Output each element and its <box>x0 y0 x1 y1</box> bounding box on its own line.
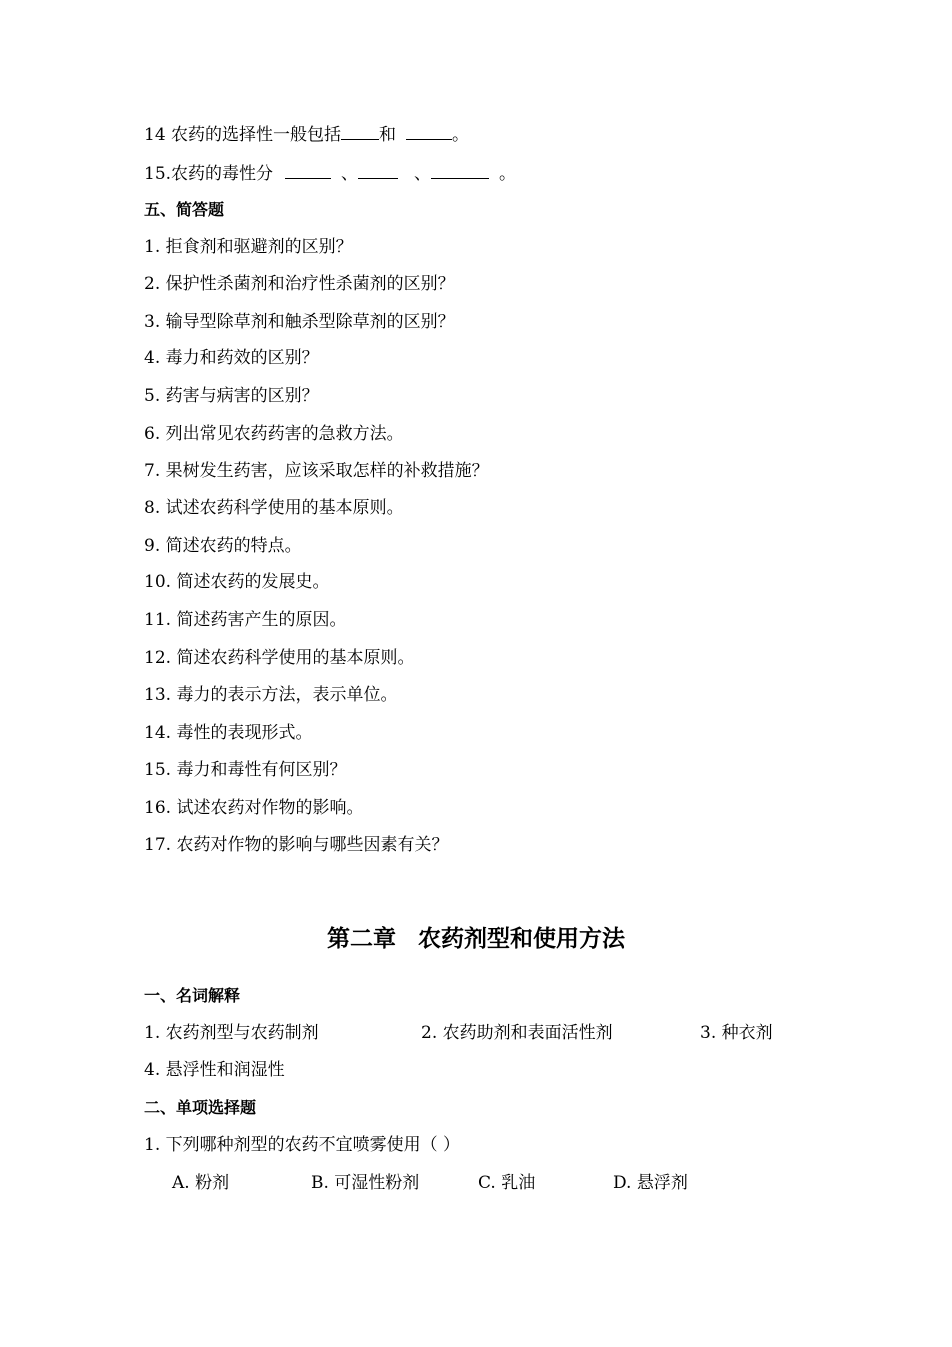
question-14-mid: 和 <box>379 125 397 145</box>
chapter-number: 第二章 <box>327 926 396 952</box>
answer-blank <box>285 160 331 179</box>
section-heading-single-choice: 二、单项选择题 <box>144 1098 257 1117</box>
answer-blank <box>341 121 379 140</box>
list-item: 14. 毒性的表现形式。 <box>144 723 313 743</box>
list-item: 17. 农药对作物的影响与哪些因素有关？ <box>144 835 449 855</box>
question-14 <box>144 121 469 147</box>
list-item: 10. 简述农药的发展史。 <box>144 572 330 592</box>
list-item: 15. 毒力和毒性有何区别？ <box>144 760 347 780</box>
chapter-title <box>0 924 952 954</box>
list-item: 5. 药害与病害的区别？ <box>144 386 319 406</box>
question-15-sep2: 、 <box>414 164 432 184</box>
list-item: 3. 输导型除草剂和触杀型除草剂的区别？ <box>144 312 455 332</box>
section-heading-short-answer: 五、简答题 <box>144 200 225 219</box>
list-item: 8. 试述农药科学使用的基本原则。 <box>144 498 404 518</box>
term-item: 1. 农药剂型与农药制剂 <box>144 1023 319 1043</box>
term-item: 3. 种衣剂 <box>700 1023 773 1043</box>
list-item: 11. 简述药害产生的原因。 <box>144 610 347 630</box>
choice-option-c: C. 乳油 <box>478 1173 536 1193</box>
question-15-end: 。 <box>499 164 517 184</box>
chapter-name: 农药剂型和使用方法 <box>418 926 625 952</box>
list-item: 16. 试述农药对作物的影响。 <box>144 798 364 818</box>
term-item: 4. 悬浮性和润湿性 <box>144 1060 285 1080</box>
list-item: 2. 保护性杀菌剂和治疗性杀菌剂的区别？ <box>144 274 455 294</box>
question-15-prefix: 15.农药的毒性分 <box>144 164 274 184</box>
list-item: 12. 简述农药科学使用的基本原则。 <box>144 648 415 668</box>
question-15 <box>144 160 516 186</box>
answer-blank <box>406 121 452 140</box>
list-item: 7. 果树发生药害，应该采取怎样的补救措施？ <box>144 461 489 481</box>
question-15-sep1: 、 <box>341 164 359 184</box>
list-item: 9. 简述农药的特点。 <box>144 536 302 556</box>
term-item: 2. 农药助剂和表面活性剂 <box>421 1023 613 1043</box>
choice-question-1: 1. 下列哪种剂型的农药不宜喷雾使用（ ） <box>144 1135 461 1155</box>
choice-option-a: A. 粉剂 <box>172 1173 230 1193</box>
choice-option-d: D. 悬浮剂 <box>613 1173 688 1193</box>
question-14-prefix: 14 农药的选择性一般包括 <box>144 125 342 145</box>
list-item: 6. 列出常见农药药害的急救方法。 <box>144 424 404 444</box>
list-item: 4. 毒力和药效的区别？ <box>144 348 319 368</box>
section-heading-terms: 一、名词解释 <box>144 986 241 1005</box>
list-item: 13. 毒力的表示方法，表示单位。 <box>144 685 398 705</box>
question-14-end: 。 <box>452 125 470 145</box>
list-item: 1. 拒食剂和驱避剂的区别？ <box>144 237 353 257</box>
choice-option-b: B. 可湿性粉剂 <box>311 1173 420 1193</box>
answer-blank <box>431 160 489 179</box>
answer-blank <box>358 160 398 179</box>
